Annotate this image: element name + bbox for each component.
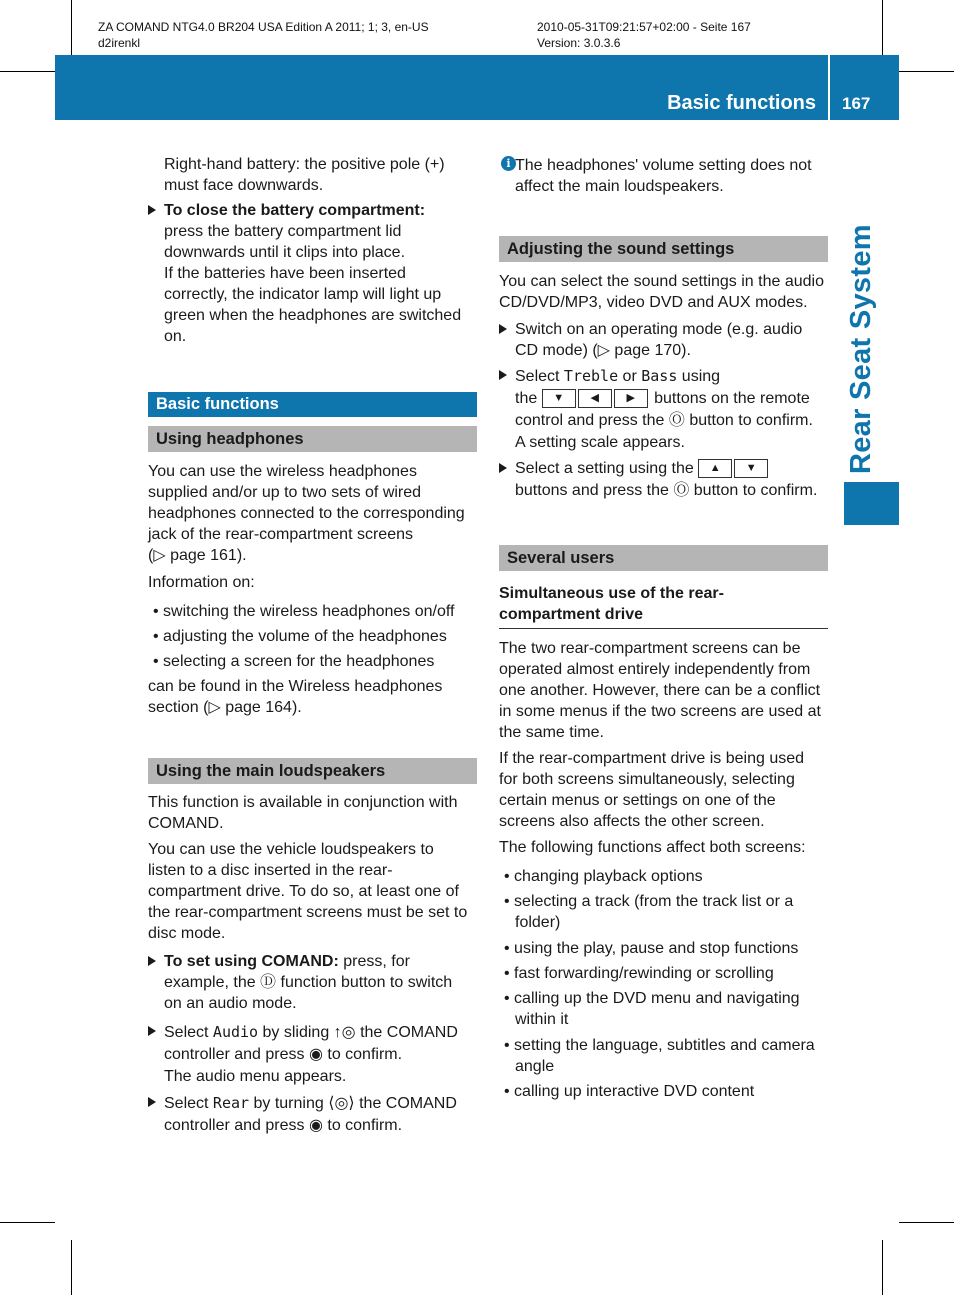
step-select-treble-bass: [499, 365, 831, 454]
text-line: supplied and/or up to two sets of wired: [148, 484, 422, 501]
list-item: • calling up the DVD menu and navigating within it: [504, 990, 800, 1028]
step-arrow-icon: [148, 205, 156, 215]
text-line: The two rear-compartment screens can be: [499, 640, 801, 657]
text-line: correctly, the indicator lamp will light up: [164, 286, 442, 303]
step-close-battery: [148, 200, 478, 347]
loudspeakers-paragraph-1: [148, 792, 480, 834]
step-select-setting: [499, 458, 831, 502]
heading-rule: [499, 628, 828, 629]
text-line: Right-hand battery: the positive pole (+): [164, 156, 445, 173]
text-line: green when the headphones are switched: [164, 307, 462, 324]
text-line: This function is available in conjunction with: [148, 794, 458, 811]
text-line: You can use the vehicle loudspeakers to: [148, 841, 434, 858]
loudspeakers-paragraph-2: [148, 839, 480, 944]
text-line: Switch on an operating mode (e.g. audio: [515, 321, 803, 338]
header-title: Basic functions: [667, 92, 816, 114]
crop-mark: [0, 71, 55, 72]
text-line: CD mode) (▷ page 170).: [515, 342, 691, 359]
text-line: on.: [164, 328, 187, 345]
list-item: • fast forwarding/rewinding or scrolling: [504, 965, 774, 982]
sound-paragraph: [499, 271, 831, 313]
text-line: on an audio mode.: [164, 995, 297, 1012]
text-line: The audio menu appears.: [164, 1068, 347, 1085]
text-line: A setting scale appears.: [515, 434, 685, 451]
text-line: Simultaneous use of the rear-: [499, 585, 724, 602]
text-line: downwards until it clips into place.: [164, 244, 406, 261]
list-item: • calling up interactive DVD content: [504, 1083, 755, 1100]
left-key-icon: ◀: [578, 389, 612, 408]
text-line: disc mode.: [148, 925, 226, 942]
page-number-box: [830, 55, 899, 120]
text-line: headphones connected to the corresponding: [148, 505, 465, 522]
step-arrow-icon: [499, 324, 507, 334]
text-line: screens also affects the other screen.: [499, 813, 765, 830]
information-on: Information on:: [148, 574, 255, 591]
text-line: If the batteries have been inserted: [164, 265, 406, 282]
text-line: COMAND.: [148, 815, 224, 832]
menu-item-code: Rear: [212, 1094, 250, 1112]
text-line: must face downwards.: [164, 177, 324, 194]
step-arrow-icon: [148, 956, 156, 966]
step-arrow-icon: [499, 370, 507, 380]
text-line: You can use the wireless headphones: [148, 463, 417, 480]
simultaneous-heading: [499, 583, 828, 625]
text-line: example, the Ⓓ function button to switch: [164, 974, 453, 991]
info-icon: i: [501, 156, 516, 171]
crop-mark: [882, 1240, 883, 1295]
sidebar-section-label: Rear Seat System: [845, 224, 877, 474]
down-key-icon: ▼: [734, 459, 768, 478]
text-line: compartment drive: [499, 606, 644, 623]
text-line: Select Treble or Bass using: [515, 367, 721, 385]
found-paragraph: [148, 676, 478, 718]
step-select-rear: [148, 1092, 480, 1137]
list-item: • selecting a screen for the headphones: [153, 653, 435, 670]
crop-mark: [0, 1222, 55, 1223]
crop-mark: [882, 0, 883, 55]
text-line: controller and press ◉ to confirm.: [164, 1046, 403, 1063]
text-line: CD/DVD/MP3, video DVD and AUX modes.: [499, 294, 808, 311]
step-switch-on-mode: [499, 319, 831, 361]
following-functions: The following functions affect both screens:: [499, 839, 806, 856]
menu-item-code: Audio: [212, 1023, 259, 1041]
text-line: listen to a disc inserted in the rear-: [148, 862, 393, 879]
if-rear-paragraph: [499, 748, 831, 832]
text-line: section (▷ page 164).: [148, 699, 302, 716]
step-arrow-icon: [499, 463, 507, 473]
text-line: Select Audio by sliding ↑◎ the COMAND: [164, 1023, 458, 1041]
text-line: Select Rear by turning ⟨◎⟩ the COMAND: [164, 1094, 457, 1112]
text-line: The headphones' volume setting does not: [515, 157, 812, 174]
subsection-heading-several-users: Several users: [499, 545, 828, 571]
two-screens-paragraph: [499, 638, 831, 743]
text-line: the rear-compartment screens must be set to: [148, 904, 468, 921]
info-note: [515, 155, 835, 197]
battery-note: [164, 154, 484, 196]
crop-mark: [71, 1240, 72, 1295]
text-line: press the battery compartment lid: [164, 223, 402, 240]
meta-line: 2010-05-31T09:21:57+02:00 - Seite 167: [537, 20, 751, 34]
text-line: the same time.: [499, 724, 604, 741]
text-line: Select a setting using the ▲ ▼: [515, 458, 831, 480]
text-line: (▷ page 161).: [148, 547, 247, 564]
list-item: • changing playback options: [504, 868, 703, 885]
step-arrow-icon: [148, 1026, 156, 1036]
right-key-icon: ▶: [614, 389, 648, 408]
text-line: affect the main loudspeakers.: [515, 178, 724, 195]
step-arrow-icon: [148, 1097, 156, 1107]
text-line: jack of the rear-compartment screens: [148, 526, 413, 543]
print-meta-left: [98, 19, 429, 51]
crop-mark: [899, 71, 954, 72]
meta-line: ZA COMAND NTG4.0 BR204 USA Edition A 2011; 1; 3, en-US: [98, 20, 429, 34]
step-heading: To close the battery compartment:: [164, 202, 426, 219]
meta-line: d2irenkl: [98, 36, 141, 50]
menu-item-code: Bass: [641, 367, 678, 385]
subsection-heading-using-headphones: Using headphones: [148, 426, 477, 452]
up-key-icon: ▲: [698, 459, 732, 478]
subsection-heading-adjusting-sound: Adjusting the sound settings: [499, 236, 828, 262]
menu-item-code: Treble: [563, 367, 619, 385]
header-bar: [55, 55, 828, 120]
print-meta-right: [537, 19, 751, 51]
text-line: certain menus or settings on one of the: [499, 792, 776, 809]
sidebar-tab: [844, 482, 899, 525]
down-key-icon: ▼: [542, 389, 576, 408]
text-line: operated almost entirely independently from: [499, 661, 811, 678]
crop-mark: [71, 0, 72, 55]
text-line: control and press the Ⓞ button to confirm.: [515, 412, 813, 429]
headphones-paragraph: [148, 461, 480, 566]
step-select-audio: [148, 1021, 480, 1088]
list-item: • selecting a track (from the track list or a folder): [504, 893, 794, 931]
list-item: • switching the wireless headphones on/off: [153, 603, 455, 620]
page-number: 167: [842, 94, 871, 113]
text-line: in some menus if the two screens are used at: [499, 703, 821, 720]
list-item: • using the play, pause and stop functions: [504, 940, 799, 957]
text-line: can be found in the Wireless headphones: [148, 678, 443, 695]
text-line: To set using COMAND: press, for: [164, 953, 410, 970]
meta-line: Version: 3.0.3.6: [537, 36, 621, 50]
text-line: the ▼ ◀ ▶ buttons on the remote: [515, 390, 810, 407]
text-line: If the rear-compartment drive is being used: [499, 750, 805, 767]
text-line: You can select the sound settings in the audio: [499, 273, 824, 290]
text-line: compartment drive. To do so, at least one of: [148, 883, 459, 900]
list-item: • setting the language, subtitles and camera angle: [504, 1037, 815, 1075]
subsection-heading-main-loudspeakers: Using the main loudspeakers: [148, 758, 477, 784]
text-line: controller and press ◉ to confirm.: [164, 1117, 403, 1134]
text-line: one another. However, there can be a conflict: [499, 682, 821, 699]
step-set-using-comand: [148, 951, 480, 1014]
section-heading-basic-functions: Basic functions: [148, 392, 477, 417]
text-line: for both screens simultaneously, selecting: [499, 771, 795, 788]
text-line: buttons and press the Ⓞ button to confirm.: [515, 482, 818, 499]
crop-mark: [899, 1222, 954, 1223]
list-item: • adjusting the volume of the headphones: [153, 628, 447, 645]
